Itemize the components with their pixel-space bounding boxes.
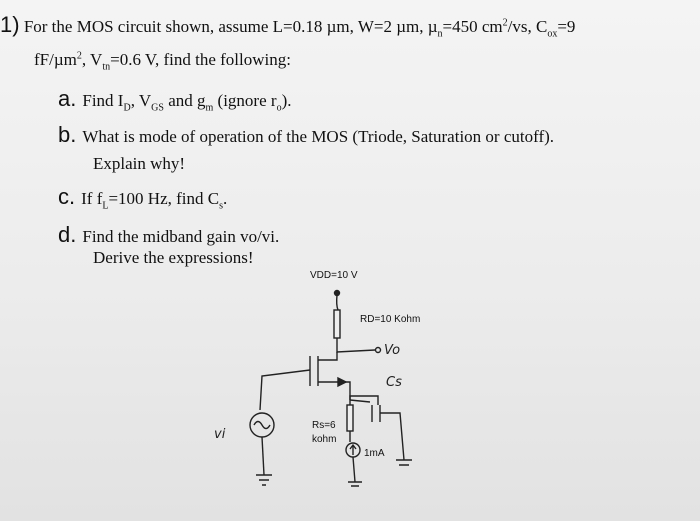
vdd-node (335, 291, 340, 296)
mosfet-arrow (338, 378, 346, 386)
rd-label: RD=10 Kohm (360, 314, 421, 325)
rd-resistor (334, 310, 340, 338)
question-number: 1) (0, 12, 20, 37)
source-node-wire (350, 400, 370, 402)
vi-ground (256, 475, 272, 485)
mos-circuit-diagram (200, 260, 460, 510)
part-b: b. What is mode of operation of the MOS (Triode, Saturation or cutoff). (58, 122, 555, 147)
current-ground-wire (353, 457, 355, 482)
vi-ground-wire (262, 437, 264, 475)
rs-resistor (347, 405, 353, 431)
part-b-line-2: Explain why! (93, 154, 186, 173)
drain-wire (337, 338, 375, 352)
question-intro-line-2: fF/µm$^2$, $V_{tn}=0.6$ V, find the following: (34, 50, 291, 73)
current-ground (348, 482, 362, 486)
current-source-label: 1mA (364, 448, 385, 459)
vi-label: vi (214, 427, 226, 442)
vo-label: Vo (384, 343, 401, 358)
part-c: c. If $f_L=100$ Hz, find $C_s$. (58, 184, 228, 212)
cs-ground (396, 460, 412, 465)
part-d: d. Find the midband gain vo/vi. (58, 222, 280, 247)
vdd-label: VDD=10 V (310, 270, 358, 281)
mosfet-drain-lead (318, 352, 337, 360)
vi-source-wave (254, 422, 270, 429)
question-intro-line-1: 1) For the MOS circuit shown, assume L=0.18 µm, W=2 µm, µ$_n$=450 $cm^2/vs$, $C_{ox}=9$ (0, 12, 576, 40)
current-arrow (350, 445, 356, 455)
rs-label-line-1: Rs=6 (312, 420, 336, 431)
mosfet-source-lead (318, 382, 350, 400)
vdd-wire (337, 295, 338, 310)
part-d-line-2: Derive the expressions! (93, 248, 254, 267)
cs-label: Cs (386, 375, 402, 390)
gate-wire (260, 370, 310, 410)
rs-label-line-2: kohm (312, 434, 337, 445)
part-a: a. Find $I_D$, $V_{GS}$ and $g_m$ (ignore $r_o$). (58, 86, 292, 114)
vo-node (376, 348, 381, 353)
